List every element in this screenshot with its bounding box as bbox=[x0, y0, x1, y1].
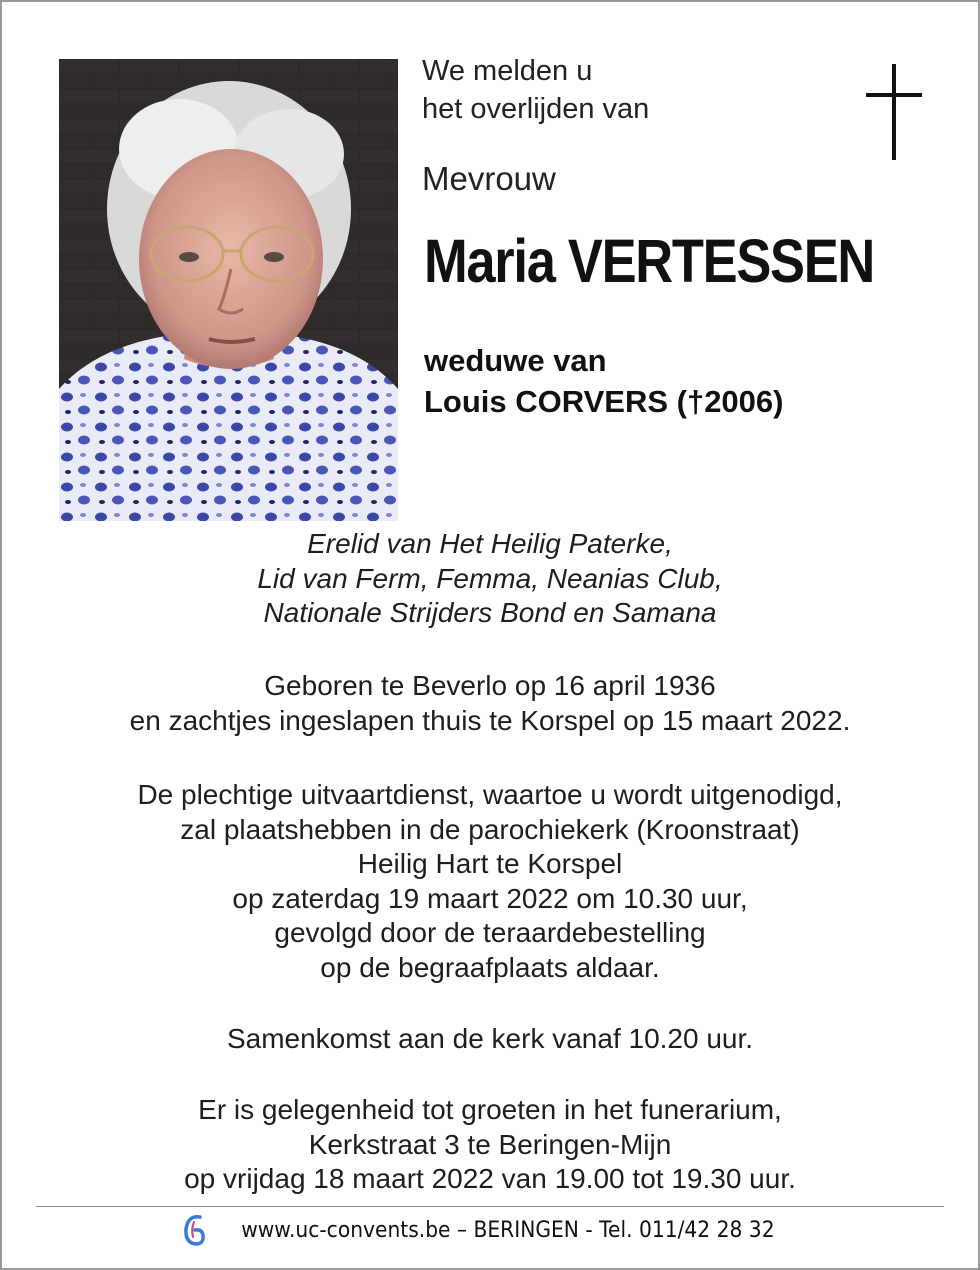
gathering-info bbox=[0, 1022, 980, 1057]
spouse-line-1: weduwe van bbox=[424, 343, 607, 378]
membership-line: Lid van Ferm, Femma, Neanias Club, bbox=[257, 562, 723, 594]
visitation-info bbox=[0, 1093, 980, 1197]
birth-death-info bbox=[0, 669, 980, 738]
honorific: Mevrouw bbox=[422, 160, 556, 197]
visitation-line: Kerkstraat 3 te Beringen-Mijn bbox=[308, 1128, 672, 1160]
death-line: en zachtjes ingeslapen thuis te Korspel op 15 maart 2022. bbox=[129, 704, 851, 736]
memberships bbox=[0, 527, 980, 631]
membership-line: Erelid van Het Heilig Paterke, bbox=[307, 528, 673, 559]
membership-line: Nationale Strijders Bond en Samana bbox=[263, 597, 717, 628]
footer-divider bbox=[36, 1206, 944, 1207]
visitation-line: Er is gelegenheid tot groeten in het funerarium, bbox=[198, 1094, 782, 1125]
funeral-info bbox=[0, 778, 980, 985]
funeral-line: Heilig Hart te Korspel bbox=[357, 848, 623, 879]
visitation-line: op vrijdag 18 maart 2022 van 19.00 tot 19.30 uur. bbox=[184, 1163, 796, 1194]
funeral-line: op zaterdag 19 maart 2022 om 10.30 uur, bbox=[232, 882, 748, 914]
intro-line-1: We melden u bbox=[422, 55, 593, 87]
funeral-line: zal plaatshebben in de parochiekerk (Kroonstraat) bbox=[180, 813, 800, 845]
funeral-line: gevolgd door de teraardebestelling bbox=[274, 917, 706, 948]
funeral-line: op de begraafplaats aldaar. bbox=[320, 951, 660, 983]
footer bbox=[0, 1212, 980, 1248]
gathering-line: Samenkomst aan de kerk vanaf 10.20 uur. bbox=[226, 1023, 754, 1054]
cross-icon bbox=[866, 64, 922, 160]
birth-line: Geboren te Beverlo op 16 april 1936 bbox=[264, 670, 716, 701]
intro-line-2: het overlijden van bbox=[422, 93, 650, 125]
funeral-line: De plechtige uitvaartdienst, waartoe u wordt uitgenodigd, bbox=[137, 779, 843, 810]
funeral-home-contact: www.uc-convents.be – BERINGEN - Tel. 011/42 28 32 bbox=[241, 1217, 775, 1243]
spouse-info bbox=[424, 340, 783, 422]
deceased-name: Maria VERTESSEN bbox=[424, 227, 875, 295]
portrait-photo bbox=[59, 59, 398, 521]
spouse-line-2: Louis CORVERS (†2006) bbox=[424, 384, 784, 419]
announcement-intro bbox=[422, 52, 649, 128]
uc-convents-logo-icon bbox=[182, 1213, 206, 1247]
